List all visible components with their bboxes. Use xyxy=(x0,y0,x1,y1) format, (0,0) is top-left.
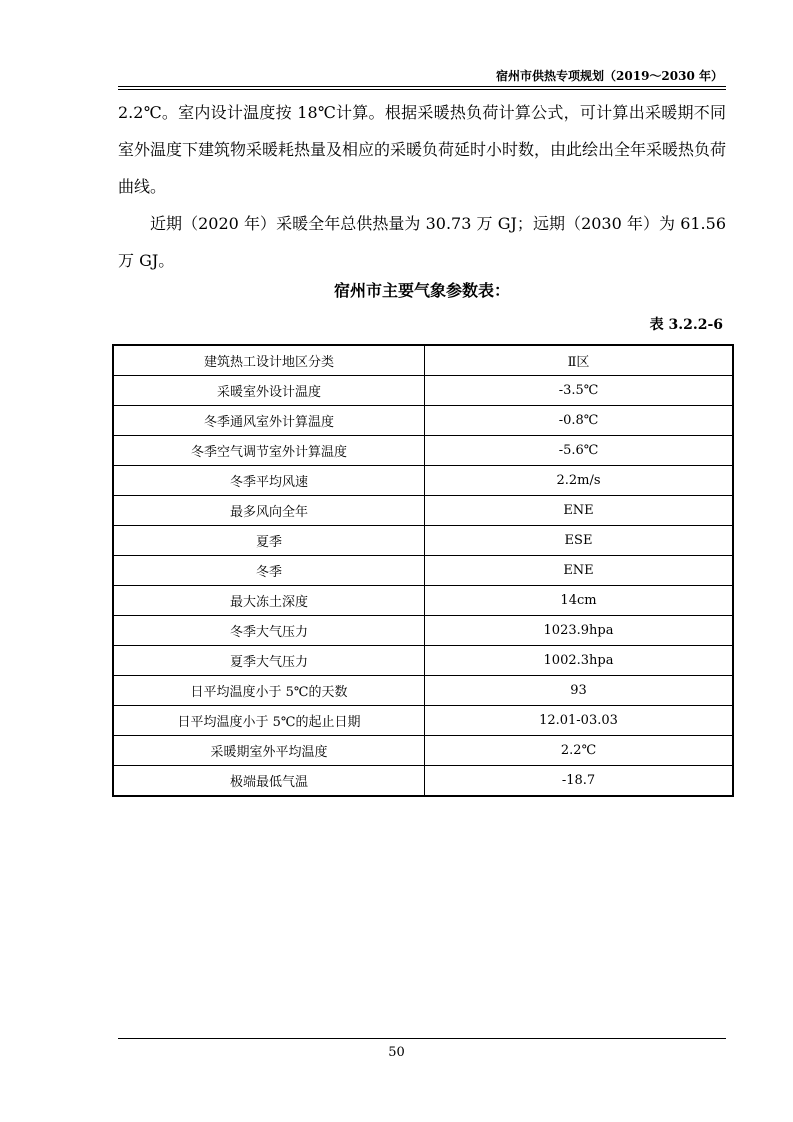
param-cell: 冬季通风室外计算温度 xyxy=(113,406,425,436)
table-row xyxy=(113,526,733,556)
table-row xyxy=(113,616,733,646)
weather-parameters-table xyxy=(112,344,734,797)
value-cell: 14cm xyxy=(425,586,734,616)
table-row xyxy=(113,646,733,676)
table-row xyxy=(113,586,733,616)
running-header: 宿州市供热专项规划（2019～2030 年） xyxy=(496,69,723,83)
table-row xyxy=(113,466,733,496)
param-cell: 建筑热工设计地区分类 xyxy=(113,345,425,376)
param-cell: 日平均温度小于 5℃的起止日期 xyxy=(113,706,425,736)
param-cell: 夏季大气压力 xyxy=(113,646,425,676)
table-row xyxy=(113,376,733,406)
table-row xyxy=(113,436,733,466)
param-cell: 冬季大气压力 xyxy=(113,616,425,646)
table-row xyxy=(113,736,733,766)
value-cell: ENE xyxy=(425,496,734,526)
table-row xyxy=(113,556,733,586)
value-cell: 12.01-03.03 xyxy=(425,706,734,736)
table-row xyxy=(113,766,733,797)
paragraph: 2.2℃。室内设计温度按 18℃计算。根据采暖热负荷计算公式，可计算出采暖期不同室外温度下建筑物采暖耗热量及相应的采暖负荷延时小时数，由此绘出全年采暖热负荷曲线。 xyxy=(118,103,727,196)
paragraph: 近期（2020 年）采暖全年总供热量为 30.73 万 GJ；远期（2030 年）为 61.56 万 GJ。 xyxy=(118,214,726,270)
value-cell: 2.2℃ xyxy=(425,736,734,766)
table-row xyxy=(113,345,733,376)
value-cell: ESE xyxy=(425,526,734,556)
value-cell: Ⅱ区 xyxy=(425,345,734,376)
value-cell: 2.2m/s xyxy=(425,466,734,496)
param-cell: 冬季平均风速 xyxy=(113,466,425,496)
param-cell: 采暖室外设计温度 xyxy=(113,376,425,406)
param-cell: 冬季 xyxy=(113,556,425,586)
value-cell: -3.5℃ xyxy=(425,376,734,406)
value-cell: -0.8℃ xyxy=(425,406,734,436)
value-cell: 1023.9hpa xyxy=(425,616,734,646)
table-title: 宿州市主要气象参数表： xyxy=(333,281,510,300)
value-cell: 93 xyxy=(425,676,734,706)
value-cell: 1002.3hpa xyxy=(425,646,734,676)
table-row xyxy=(113,676,733,706)
param-cell: 日平均温度小于 5℃的天数 xyxy=(113,676,425,706)
table-number: 表 3.2.2-6 xyxy=(649,317,723,333)
param-cell: 夏季 xyxy=(113,526,425,556)
param-cell: 极端最低气温 xyxy=(113,766,425,797)
footer-rule xyxy=(118,1038,726,1039)
value-cell: ENE xyxy=(425,556,734,586)
table-row xyxy=(113,406,733,436)
param-cell: 最大冻土深度 xyxy=(113,586,425,616)
param-cell: 采暖期室外平均温度 xyxy=(113,736,425,766)
param-cell: 最多风向全年 xyxy=(113,496,425,526)
header-rule xyxy=(118,86,726,90)
value-cell: -5.6℃ xyxy=(425,436,734,466)
param-cell: 冬季空气调节室外计算温度 xyxy=(113,436,425,466)
table-row xyxy=(113,496,733,526)
page-number: 50 xyxy=(388,1045,405,1060)
value-cell: -18.7 xyxy=(425,766,734,797)
table-row xyxy=(113,706,733,736)
body-text xyxy=(118,94,726,279)
